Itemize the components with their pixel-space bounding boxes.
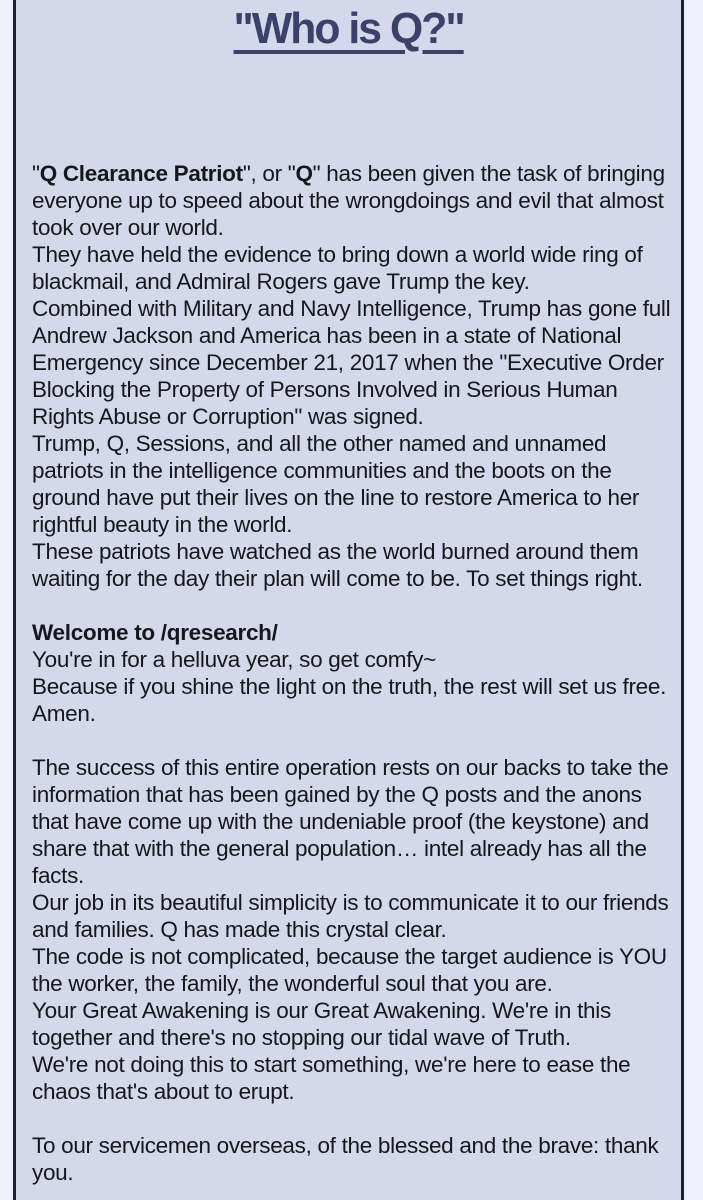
document-body bbox=[32, 160, 678, 1186]
text-run: These patriots have watched as the world burned around them waiting for the day their plan will come to be. To set things right. bbox=[32, 539, 643, 591]
paragraph bbox=[32, 1051, 678, 1105]
paragraph bbox=[32, 646, 678, 673]
bold-text: Q bbox=[295, 161, 313, 186]
bold-text: Q Clearance Patriot bbox=[39, 161, 243, 186]
text-run: They have held the evidence to bring down a world wide ring of blackmail, and Admiral Rogers gave Trump the key. bbox=[32, 242, 643, 294]
paragraph bbox=[32, 241, 678, 295]
paragraph-break bbox=[32, 1105, 678, 1132]
text-run: Our job in its beautiful simplicity is to communicate it to our friends and families. Q has made this crystal clear. bbox=[32, 890, 669, 942]
paragraph bbox=[32, 889, 678, 943]
paragraph bbox=[32, 538, 678, 592]
paragraph bbox=[32, 700, 678, 727]
page-title: "Who is Q?" bbox=[233, 4, 464, 53]
text-run: " has been given the task of bringing everyone up to speed about the wrongdoings and evil that almost took over our world. bbox=[32, 161, 665, 240]
bold-text: Welcome to /qresearch/ bbox=[32, 620, 278, 645]
text-run: Combined with Military and Navy Intelligence, Trump has gone full Andrew Jackson and America has been in a state of National Emergency since December 21, 2017 when the "Executive Order Blocking the Property of Persons Involved in Serious Human Rights Abuse or Corruption" was signed. bbox=[32, 296, 671, 429]
text-run: Trump, Q, Sessions, and all the other named and unnamed patriots in the intelligence communities and the boots on the ground have put their lives on the line to restore America to her rightful beauty in the world. bbox=[32, 431, 640, 537]
paragraph-break bbox=[32, 592, 678, 619]
text-run: The code is not complicated, because the target audience is YOU the worker, the family, the wonderful soul that you are. bbox=[32, 944, 667, 996]
text-run: Amen. bbox=[32, 701, 96, 726]
paragraph bbox=[32, 997, 678, 1051]
paragraph bbox=[32, 673, 678, 700]
document-page bbox=[13, 0, 684, 1200]
text-run: " bbox=[32, 161, 40, 186]
text-run: ", or " bbox=[242, 161, 296, 186]
paragraph bbox=[32, 754, 678, 889]
title-wrap bbox=[16, 4, 681, 54]
text-run: The success of this entire operation rests on our backs to take the information that has been gained by the Q posts and the anons that have come up with the undeniable proof (the keystone) and share that with the general population… intel already has all the facts. bbox=[32, 755, 669, 888]
paragraph bbox=[32, 619, 678, 646]
paragraph bbox=[32, 160, 678, 241]
partial-line bbox=[32, 1132, 678, 1186]
text-run: Because if you shine the light on the truth, the rest will set us free. bbox=[32, 674, 667, 699]
paragraph bbox=[32, 943, 678, 997]
text-run: You're in for a helluva year, so get comfy~ bbox=[32, 647, 436, 672]
text-run: To our servicemen overseas, of the blessed and the brave: thank you. bbox=[32, 1133, 659, 1185]
paragraph bbox=[32, 430, 678, 538]
paragraph-break bbox=[32, 727, 678, 754]
paragraph bbox=[32, 295, 678, 430]
text-run: We're not doing this to start something, we're here to ease the chaos that's about to erupt. bbox=[32, 1052, 631, 1104]
text-run: Your Great Awakening is our Great Awakening. We're in this together and there's no stopping our tidal wave of Truth. bbox=[32, 998, 611, 1050]
